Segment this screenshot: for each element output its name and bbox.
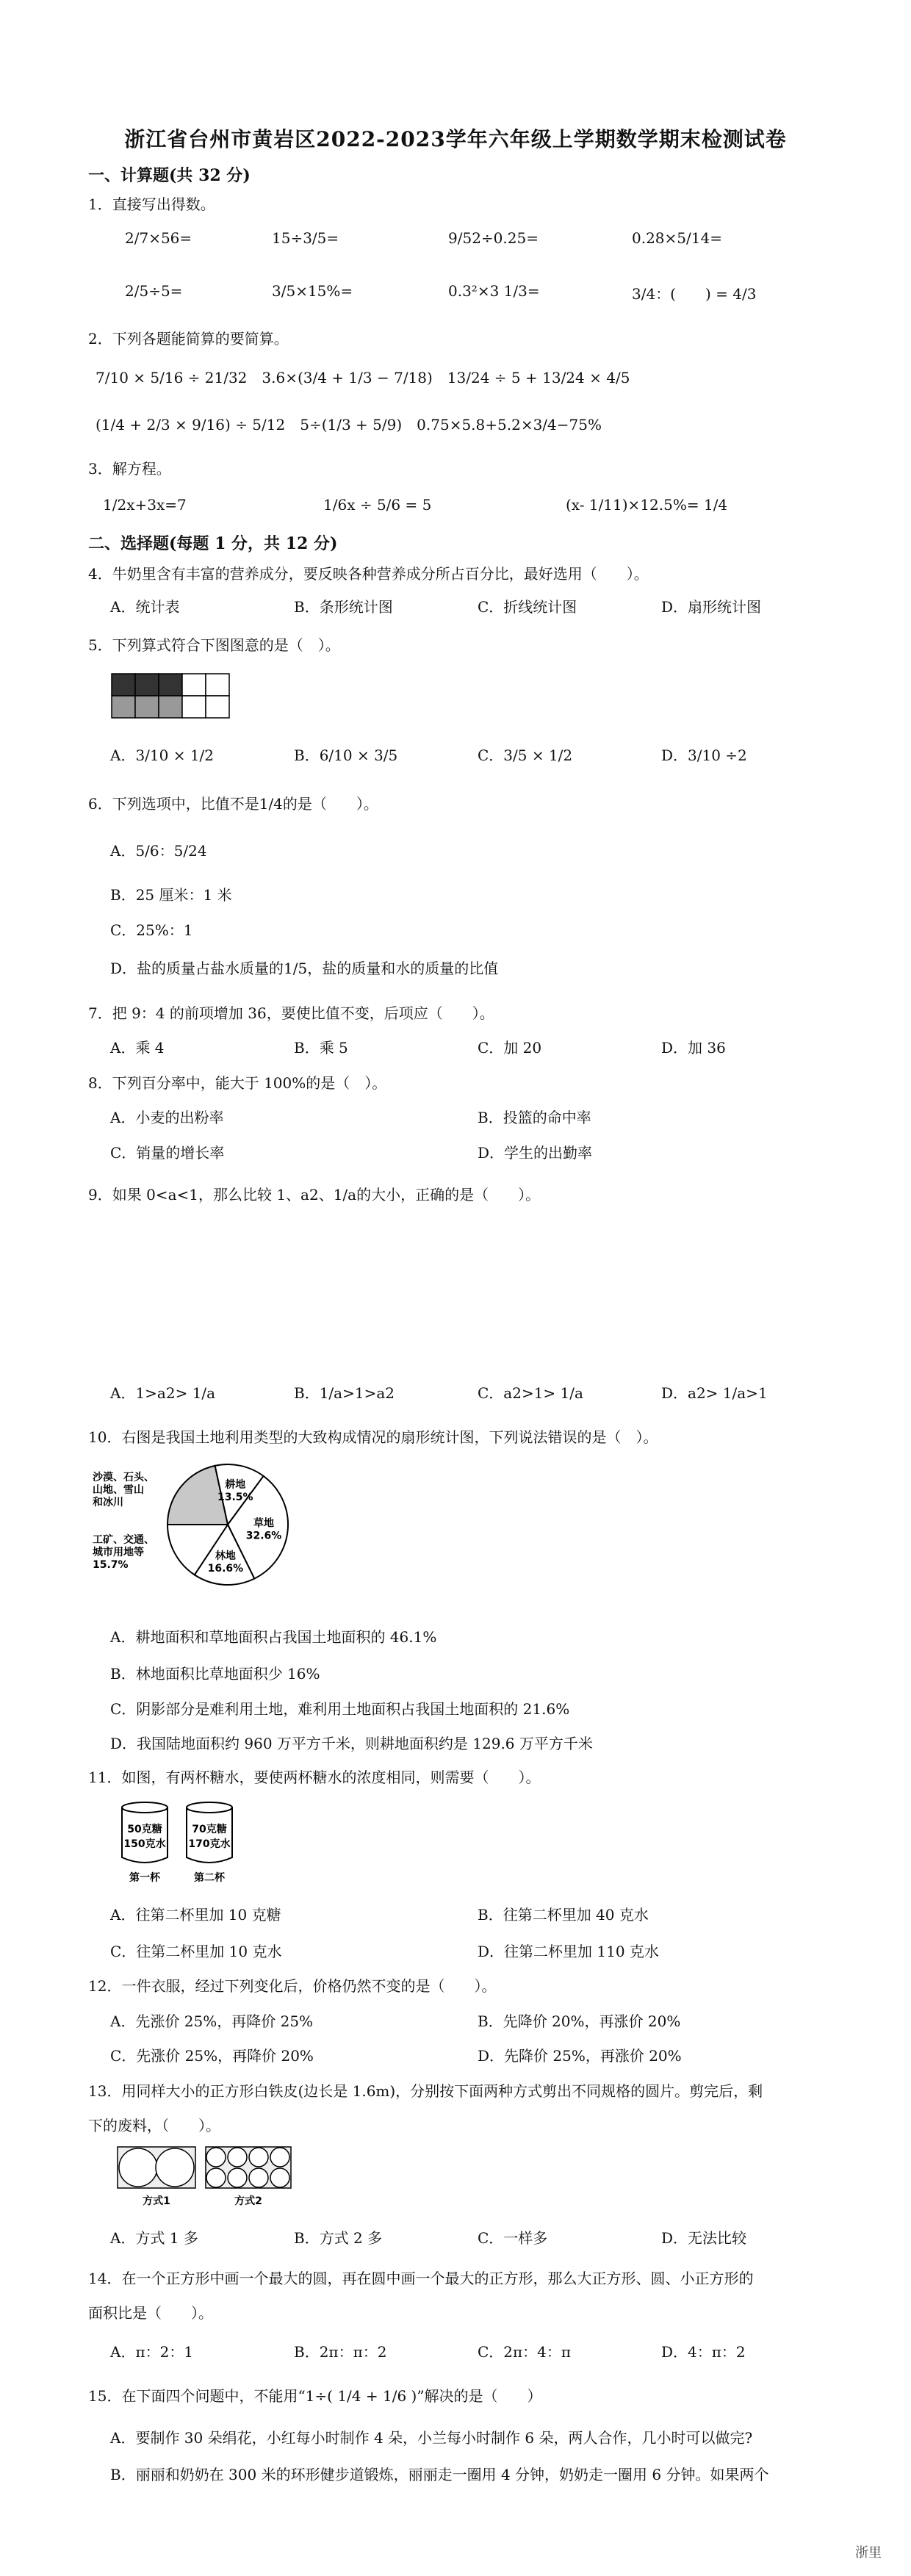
q6-option: C．25%：1 — [110, 921, 193, 939]
pie-external-label: 和冰川 — [93, 1497, 123, 1508]
pie-external-label: 城市用地等 — [93, 1547, 144, 1558]
question-5: 5．下列算式符合下图图意的是（ ）。 — [88, 636, 340, 654]
cup-1-label: 第一杯 — [129, 1872, 160, 1884]
method-2-label: 方式2 — [234, 2195, 262, 2207]
q7-option: C．加 20 — [478, 1039, 542, 1057]
shaded-cell — [159, 696, 182, 718]
q14-option: D．4：π：2 — [661, 2343, 746, 2361]
q1-item: 15÷3/5= — [272, 229, 339, 247]
question-6: 6．下列选项中，比值不是1/4的是（ ）。 — [88, 795, 378, 813]
q5-option: B．6/10 × 3/5 — [294, 746, 398, 764]
question-9: 9．如果 0<a<1，那么比较 1、a2、1/a的大小，正确的是（ ）。 — [88, 1186, 541, 1204]
question-12: 12．一件衣服，经过下列变化后，价格仍然不变的是（ ）。 — [88, 1977, 497, 1995]
pie-external-label: 沙漠、石头、 — [93, 1472, 154, 1483]
q10-option: D．我国陆地面积约 960 万平方千米，则耕地面积约是 129.6 万平方千米 — [110, 1735, 593, 1752]
pie-external-label: 工矿、交通、 — [93, 1534, 154, 1546]
q1-item: 3/5×15%= — [272, 282, 353, 300]
q6-option: B．25 厘米：1 米 — [110, 886, 232, 904]
q9-option: B．1/a>1>a2 — [294, 1384, 395, 1402]
method-2-circle — [206, 2168, 226, 2187]
question-2: 2．下列各题能简算的要简算。 — [88, 330, 289, 348]
q9-option: D．a2> 1/a>1 — [661, 1384, 768, 1402]
method-2-circle — [228, 2168, 247, 2187]
q5-grid-figure — [110, 672, 235, 721]
q1-item: 2/5÷5= — [125, 282, 183, 300]
cup-1-water: 150克水 — [123, 1838, 166, 1850]
method-2-circle — [249, 2168, 268, 2187]
pie-slice-value: 32.6% — [245, 1530, 282, 1542]
q15-option: B．丽丽和奶奶在 300 米的环形健步道锻炼，丽丽走一圈用 4 分钟，奶奶走一圈用 6 分钟。如果两个 — [110, 2466, 769, 2483]
q9-option: A．1>a2> 1/a — [110, 1384, 216, 1402]
q11-option: D．往第二杯里加 110 克水 — [478, 1943, 659, 1960]
q7-option: D．加 36 — [661, 1039, 726, 1057]
q6-option: A．5/6：5/24 — [110, 842, 207, 860]
q10-option: A．耕地面积和草地面积占我国土地面积的 46.1% — [110, 1628, 437, 1646]
question-14: 14．在一个正方形中画一个最大的圆，再在圆中画一个最大的正方形，那么大正方形、圆、小正方形的 — [88, 2270, 754, 2287]
q4-option: D．扇形统计图 — [661, 598, 762, 616]
pie-slice-label: 耕地 — [225, 1478, 246, 1491]
q14-option: A．π：2：1 — [110, 2343, 194, 2361]
q4-option: A．统计表 — [110, 598, 180, 616]
q6-option: D．盐的质量占盐水质量的1/5，盐的质量和水的质量的比值 — [110, 960, 499, 977]
method-1-circle — [119, 2148, 157, 2187]
q1-item: 3/4：( ) = 4/3 — [632, 285, 757, 303]
q1-item: 2/7×56= — [125, 229, 192, 247]
q8-option: B．投篮的命中率 — [478, 1109, 591, 1126]
q8-option: D．学生的出勤率 — [478, 1144, 593, 1162]
method-2-circle — [206, 2148, 226, 2167]
pie-slice-value: 16.6% — [207, 1563, 244, 1575]
q4-option: C．折线统计图 — [478, 598, 577, 616]
cup-2-label: 第二杯 — [194, 1872, 225, 1884]
pie-external-label: 山地、雪山 — [93, 1484, 144, 1496]
q10-option: C．阴影部分是难利用土地，难利用土地面积占我国土地面积的 21.6% — [110, 1700, 570, 1718]
q15-option: A．要制作 30 朵绢花，小红每小时制作 4 朵，小兰每小时制作 6 朵，两人合作，几小时可以做完? — [110, 2429, 753, 2447]
q4-option: B．条形统计图 — [294, 598, 393, 616]
method-2-circle — [270, 2168, 289, 2187]
method-2-circle — [228, 2148, 247, 2167]
pie-external-label: 15.7% — [93, 1559, 129, 1571]
grid-cell — [182, 696, 206, 718]
q13-option: C．一样多 — [478, 2229, 548, 2247]
question-10: 10．右图是我国土地利用类型的大致构成情况的扇形统计图，下列说法错误的是（ ）。 — [88, 1428, 658, 1446]
q13-option: A．方式 1 多 — [110, 2229, 198, 2247]
q8-option: A．小麦的出粉率 — [110, 1109, 224, 1126]
q12-option: C．先涨价 25%，再降价 20% — [110, 2047, 314, 2065]
q1-item: 0.3²×3 1/3= — [448, 282, 540, 300]
q14-option: B．2π：π：2 — [294, 2343, 387, 2361]
cup-2-rim — [187, 1802, 232, 1813]
grid-cell — [182, 674, 206, 696]
land-use-pie-chart — [88, 1458, 338, 1605]
cutting-methods-figure — [116, 2145, 300, 2212]
question-13: 13．用同样大小的正方形白铁皮(边长是 1.6m)，分别按下面两种方式剪出不同规格的圆片。剪完后，剩 — [88, 2082, 763, 2100]
method-2-circle — [249, 2148, 268, 2167]
shaded-cell — [112, 674, 135, 696]
q5-option: A．3/10 × 1/2 — [110, 746, 215, 764]
shaded-cell — [159, 674, 182, 696]
q9-option: C．a2>1> 1/a — [478, 1384, 583, 1402]
q12-option: A．先涨价 25%，再降价 25% — [110, 2012, 314, 2030]
shaded-cell — [135, 696, 159, 718]
cup-1-rim — [122, 1802, 168, 1813]
q7-option: A．乘 4 — [110, 1039, 165, 1057]
question-15: 15．在下面四个问题中，不能用“1÷( 1/4 + 1/6 )”解决的是（ ） — [88, 2387, 542, 2405]
q3-equation: 1/2x+3x=7 — [103, 496, 187, 514]
q2-row: 7/10 × 5/16 ÷ 21/32 3.6×(3/4 + 1/3 − 7/18) 13/24 ÷ 5 + 13/24 × 4/5 — [96, 369, 630, 386]
grid-cell — [206, 696, 229, 718]
q10-option: B．林地面积比草地面积少 16% — [110, 1665, 320, 1683]
question-11: 11．如图，有两杯糖水，要使两杯糖水的浓度相同，则需要（ ）。 — [88, 1769, 541, 1786]
method-1-label: 方式1 — [143, 2195, 170, 2207]
pie-slice-label: 草地 — [253, 1517, 275, 1530]
question-1: 1．直接写出得数。 — [88, 195, 215, 213]
question-8: 8．下列百分率中，能大于 100%的是（ ）。 — [88, 1074, 387, 1092]
cup-2-sugar: 70克糖 — [192, 1824, 227, 1835]
q2-row: (1/4 + 2/3 × 9/16) ÷ 5/12 5÷(1/3 + 5/9) 0.75×5.8+5.2×3/4−75% — [96, 416, 602, 433]
question-7: 7．把 9：4 的前项增加 36，要使比值不变，后项应（ ）。 — [88, 1004, 494, 1022]
method-1-circle — [156, 2148, 194, 2187]
sugar-water-cups — [116, 1799, 256, 1887]
question-13-cont: 下的废料，（ ）。 — [88, 2117, 220, 2134]
shaded-cell — [112, 696, 135, 718]
cup-1-sugar: 50克糖 — [127, 1824, 162, 1835]
grid-cell — [206, 674, 229, 696]
footer-watermark: 浙里 — [855, 2545, 882, 2561]
q13-option: D．无法比较 — [661, 2229, 747, 2247]
shaded-cell — [135, 674, 159, 696]
q5-option: D．3/10 ÷2 — [661, 746, 747, 764]
pie-slice-value: 13.5% — [217, 1491, 253, 1503]
q14-option: C．2π：4：π — [478, 2343, 572, 2361]
q12-option: B．先降价 20%，再涨价 20% — [478, 2012, 681, 2030]
q3-equation: (x- 1/11)×12.5%= 1/4 — [566, 496, 728, 514]
question-4: 4．牛奶里含有丰富的营养成分，要反映各种营养成分所占百分比，最好选用（ ）。 — [88, 565, 649, 583]
q13-option: B．方式 2 多 — [294, 2229, 383, 2247]
q11-option: A．往第二杯里加 10 克糖 — [110, 1906, 281, 1924]
cup-2-water: 170克水 — [188, 1838, 231, 1850]
q1-item: 0.28×5/14= — [632, 229, 722, 247]
section-heading-1: 一、计算题(共 32 分) — [88, 166, 251, 185]
q8-option: C．销量的增长率 — [110, 1144, 225, 1162]
section-heading-2: 二、选择题(每题 1 分，共 12 分) — [88, 534, 338, 553]
q11-option: C．往第二杯里加 10 克水 — [110, 1943, 282, 1960]
q12-option: D．先降价 25%，再涨价 20% — [478, 2047, 682, 2065]
q3-equation: 1/6x ÷ 5/6 = 5 — [323, 496, 432, 514]
q11-option: B．往第二杯里加 40 克水 — [478, 1906, 649, 1924]
method-2-circle — [270, 2148, 289, 2167]
q5-option: C．3/5 × 1/2 — [478, 746, 573, 764]
q7-option: B．乘 5 — [294, 1039, 348, 1057]
q1-item: 9/52÷0.25= — [448, 229, 539, 247]
pie-slice-label: 林地 — [215, 1550, 236, 1563]
question-3: 3．解方程。 — [88, 460, 171, 478]
question-14-cont: 面积比是（ ）。 — [88, 2304, 213, 2322]
page-title: 浙江省台州市黄岩区2022-2023学年六年级上学期数学期末检测试卷 — [124, 127, 787, 151]
